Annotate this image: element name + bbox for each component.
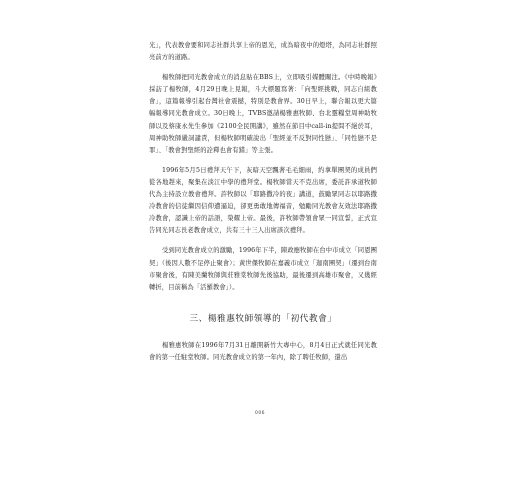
paragraph-media-coverage: 楊牧師把同光教會成立的消息貼在BBS上，立即吸引媒體關注。《中時晚報》採訪了楊牧師，4月29日晚上見報，斗大標題寫著：「向聖經挑戰，同志自組教會」，這篇報導引起台灣社會震撼，特別是教會界。30日早上，聯合報以更大篇幅報導同光教會成立。30日晚上，TVBS邀請楊雅惠牧師、台北靈糧堂周神助牧師以及蔡康永先生參加《2100全民開講》，雖然在節目中call-in提問不絕於耳，周神助牧師嚴詞譴責，但楊牧師明確說出「聖經並不反對同性戀」、「同性戀不是罪」、「教會對聖經的詮釋也會有錯」等主張。 [149,74,377,154]
page-number: 006 [254,411,266,416]
body-text [149,40,377,372]
paragraph-pastor-appointment: 楊雅惠牧師在1996年7月31日離開新竹大專中心，8月4日正式就任同光教會的第一任駐堂牧師。同光教會成立的第一年內，除了聘任牧師，還出 [149,341,377,361]
paragraph-continued: 光」，代表教會要和同志社群共享上帝的恩光，成為暗夜中的燈塔，為同志社群照亮前方的道路。 [149,42,377,62]
section-heading: 三、楊雅惠牧師領導的「初代教會」 [189,313,337,324]
paragraph-founding-worship: 1996年5月5日禮拜天午下，灰暗天空飄著毛毛細雨，約拿單團契的成員們從各地趕來，聚集在淡江中學的禮拜堂。楊牧師當天不克出席，委託許承道牧師代為主持設立教會禮拜。許牧師以「耶路撒冷的夜」講道，鼓勵眾同志以耶路撒冷教會的信徒繼因信仰遭逼迫，卻更勇敢地傳福音，勉勵同光教會友效法耶路撒冷教會，認識上帝的話語，榮耀上帝。最後，許牧師帶領會眾一同宣誓，正式宣告同光同志長老教會成立，共有三十三人出席該次禮拜。 [149,166,377,235]
paragraph-other-fellowships: 受到同光教會成立的激勵，1996年下半，陳政應牧師在台中市成立「同恩團契」（後因人數不足停止聚會）；黃世傑牧師在嘉義市成立「迦南團契」（遷到台南市聚會後，有陳美蘭牧師與莊雅棠牧師先後協助，最後遷到高雄市聚會，又幾經轉折，目前稱為「活羅教會」）。 [149,247,377,291]
